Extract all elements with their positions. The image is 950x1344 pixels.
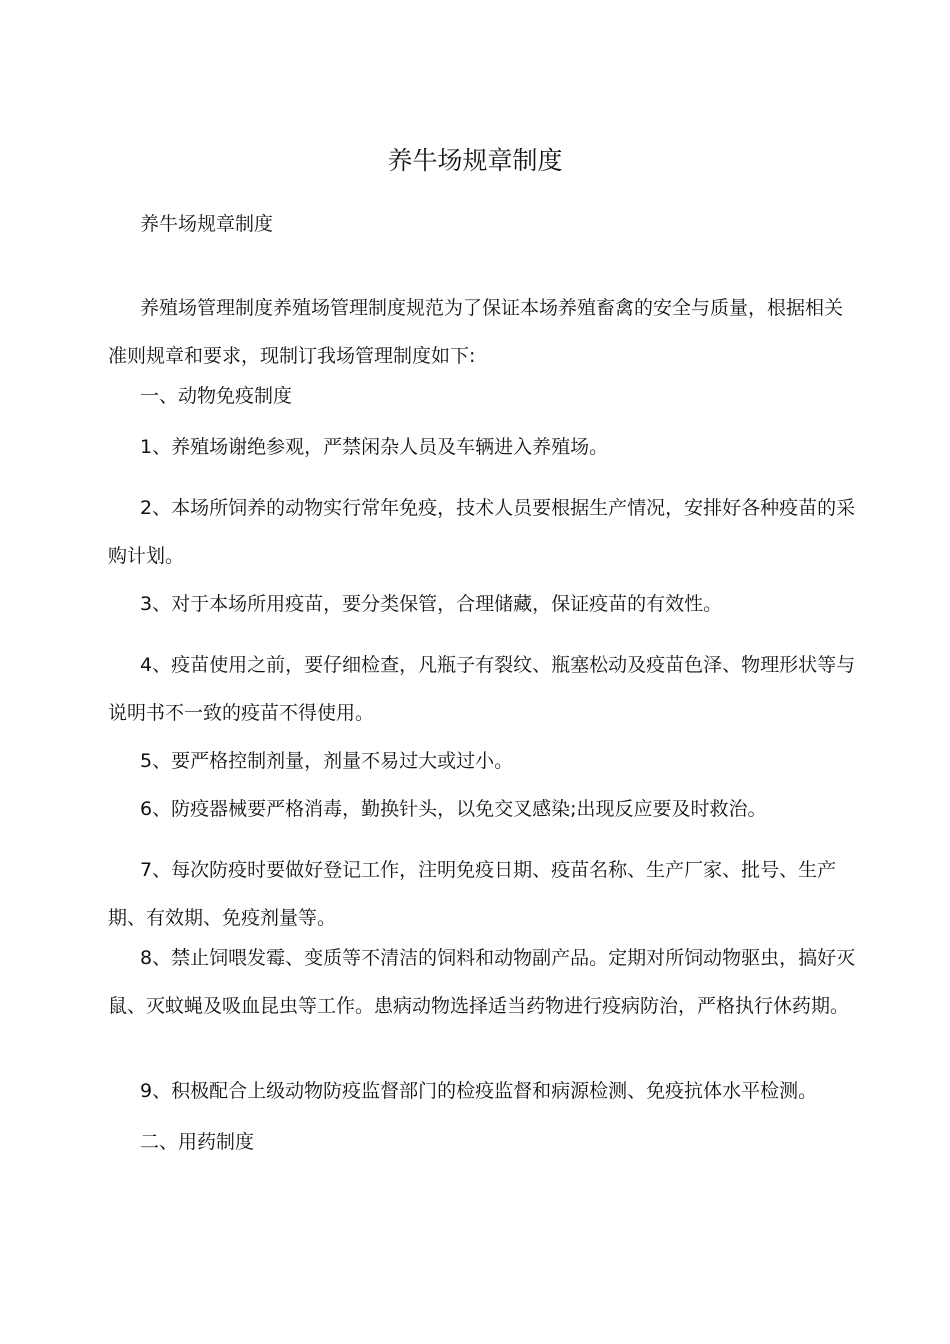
rule-item-8: 8、禁止饲喂发霉、变质等不清洁的饲料和动物副产品。定期对所饲动物驱虫，搞好灭鼠、灭蚊蝇及吸血昆虫等工作。患病动物选择适当药物进行疫病防治，严格执行休药期。 [108,947,856,1017]
rule-item-2: 2、本场所饲养的动物实行常年免疫，技术人员要根据生产情况，安排好各种疫苗的采购计划。 [108,497,856,567]
rule-item-1: 1、养殖场谢绝参观，严禁闲杂人员及车辆进入养殖场。 [140,436,609,458]
rule-item-5: 5、要严格控制剂量，剂量不易过大或过小。 [140,750,514,772]
rule-item-9: 9、积极配合上级动物防疫监督部门的检疫监督和病源检测、免疫抗体水平检测。 [140,1080,818,1102]
rule-item-7: 7、每次防疫时要做好登记工作，注明免疫日期、疫苗名称、生产厂家、批号、生产期、有效期、免疫剂量等。 [108,859,837,929]
rule-item-6: 6、防疫器械要严格消毒，勤换针头，以免交叉感染;出现反应要及时救治。 [140,798,767,820]
rule-item-4: 4、疫苗使用之前，要仔细检查，凡瓶子有裂纹、瓶塞松动及疫苗色泽、物理形状等与说明书不一致的疫苗不得使用。 [108,654,856,724]
section-heading-medication: 二、用药制度 [140,1131,255,1153]
document-title: 养牛场规章制度 [387,146,563,175]
section-heading-immunization: 一、动物免疫制度 [140,385,293,407]
intro-paragraph: 养殖场管理制度养殖场管理制度规范为了保证本场养殖畜禽的安全与质量，根据相关准则规章和要求，现制订我场管理制度如下: [108,297,844,367]
rule-item-3: 3、对于本场所用疫苗，要分类保管，合理储藏，保证疫苗的有效性。 [140,593,723,615]
subtitle-paragraph: 养牛场规章制度 [140,213,274,235]
